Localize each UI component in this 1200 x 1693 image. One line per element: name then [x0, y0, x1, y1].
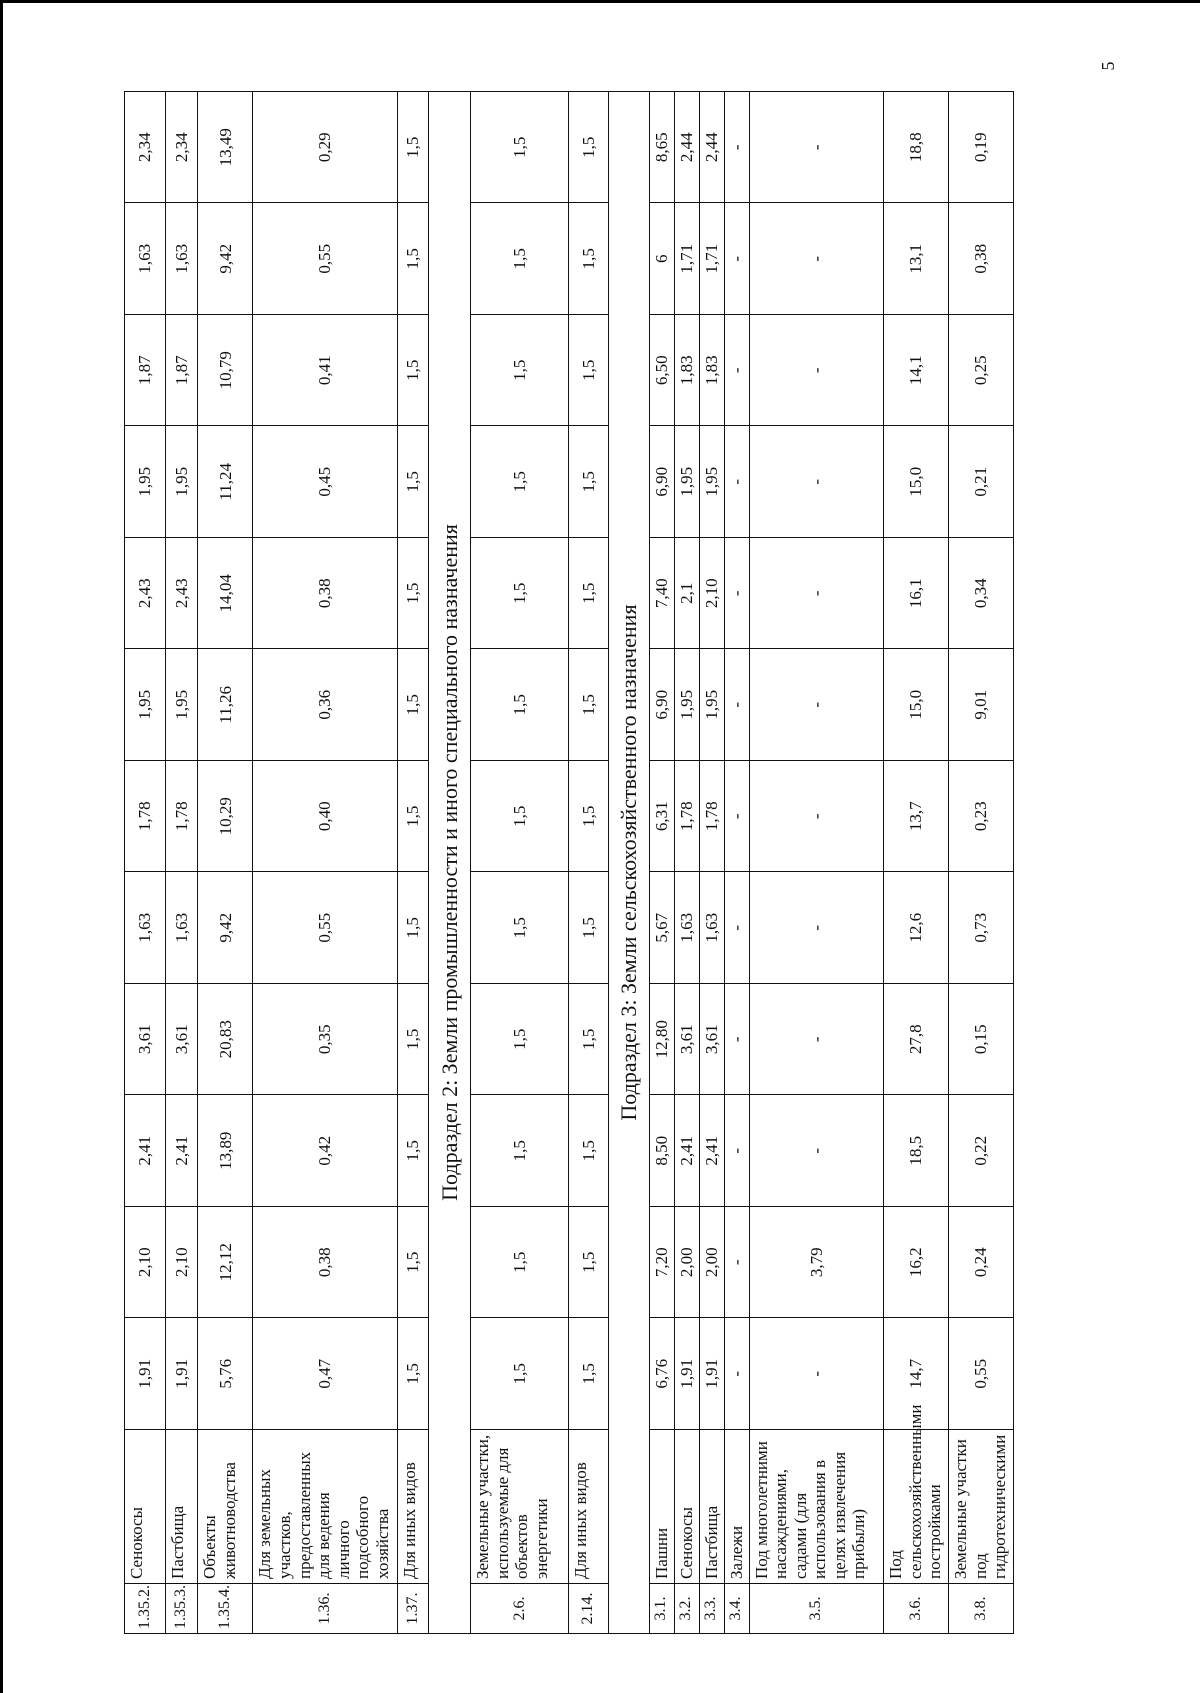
value-cell: - — [724, 92, 749, 204]
value-cell: 9,01 — [949, 649, 1014, 761]
value-cell: 3,61 — [674, 984, 699, 1096]
value-cell: 1,5 — [397, 872, 428, 984]
row-code: 2.6. — [471, 1584, 569, 1634]
value-cell: 14,1 — [884, 315, 949, 427]
table-row — [198, 92, 253, 1634]
row-name: Под многолетними насаждениями, садами (для использования в целях извлечения прибыли) — [749, 1430, 884, 1584]
value-cell: 12,80 — [649, 984, 674, 1096]
value-cell: 0,24 — [949, 1207, 1014, 1319]
row-name: Пашни — [649, 1430, 674, 1584]
value-cell: 1,91 — [125, 1318, 166, 1430]
value-cell: 3,79 — [749, 1207, 884, 1319]
value-cell: 0,41 — [253, 315, 398, 427]
row-name: Пастбища — [699, 1430, 724, 1584]
row-code: 3.5. — [749, 1584, 884, 1634]
value-cell: - — [724, 1095, 749, 1207]
value-cell: 18,5 — [884, 1095, 949, 1207]
value-cell: 2,41 — [125, 1095, 166, 1207]
table-row — [165, 92, 198, 1634]
value-cell: 0,21 — [949, 426, 1014, 538]
section-row — [608, 92, 649, 1634]
value-cell: - — [749, 203, 884, 315]
value-cell: 0,22 — [949, 1095, 1014, 1207]
value-cell: 0,55 — [253, 203, 398, 315]
rotated-table-container — [124, 92, 1014, 1634]
value-cell: 11,24 — [198, 426, 253, 538]
row-name: Пастбища — [165, 1430, 198, 1584]
value-cell: 1,5 — [569, 1095, 609, 1207]
value-cell: - — [749, 761, 884, 873]
value-cell: 1,95 — [125, 426, 166, 538]
value-cell: 1,63 — [125, 203, 166, 315]
value-cell: - — [724, 1318, 749, 1430]
value-cell: 1,5 — [471, 1207, 569, 1319]
value-cell: 8,65 — [649, 92, 674, 204]
value-cell: 1,5 — [471, 1095, 569, 1207]
coefficients-table — [124, 91, 1014, 1634]
value-cell: 2,43 — [165, 538, 198, 650]
value-cell: 2,10 — [165, 1207, 198, 1319]
value-cell: - — [749, 872, 884, 984]
value-cell: 2,41 — [674, 1095, 699, 1207]
value-cell: 1,5 — [569, 1207, 609, 1319]
value-cell: 0,73 — [949, 872, 1014, 984]
value-cell: 16,2 — [884, 1207, 949, 1319]
row-name: Земельные участки, используемые для объектов энергетики — [471, 1430, 569, 1584]
value-cell: 1,5 — [471, 649, 569, 761]
value-cell: 1,78 — [165, 761, 198, 873]
row-name: Для земельных участков, предоставленных для ведения личного подсобного хозяйства — [253, 1430, 398, 1584]
value-cell: 1,63 — [125, 872, 166, 984]
value-cell: 3,61 — [165, 984, 198, 1096]
value-cell: 6,31 — [649, 761, 674, 873]
value-cell: - — [724, 649, 749, 761]
value-cell: 0,55 — [253, 872, 398, 984]
row-code: 1.35.3. — [165, 1584, 198, 1634]
table-row — [471, 92, 569, 1634]
value-cell: 1,95 — [125, 649, 166, 761]
value-cell: 10,79 — [198, 315, 253, 427]
value-cell: 2,43 — [125, 538, 166, 650]
value-cell: 2,10 — [125, 1207, 166, 1319]
value-cell: 1,5 — [569, 426, 609, 538]
value-cell: 1,5 — [397, 1318, 428, 1430]
value-cell: 1,95 — [699, 649, 724, 761]
value-cell: 1,91 — [165, 1318, 198, 1430]
value-cell: 12,6 — [884, 872, 949, 984]
value-cell: 13,89 — [198, 1095, 253, 1207]
value-cell: 1,87 — [165, 315, 198, 427]
value-cell: 11,26 — [198, 649, 253, 761]
row-code: 1.36. — [253, 1584, 398, 1634]
value-cell: 5,76 — [198, 1318, 253, 1430]
value-cell: 14,7 — [884, 1318, 949, 1430]
table-row — [649, 92, 674, 1634]
value-cell: 2,34 — [125, 92, 166, 204]
row-code: 3.1. — [649, 1584, 674, 1634]
value-cell: - — [749, 649, 884, 761]
value-cell: 1,5 — [471, 1318, 569, 1430]
value-cell: 1,5 — [471, 538, 569, 650]
value-cell: 6,76 — [649, 1318, 674, 1430]
value-cell: 13,7 — [884, 761, 949, 873]
value-cell: 1,5 — [397, 1095, 428, 1207]
row-code: 1.35.2. — [125, 1584, 166, 1634]
value-cell: 1,78 — [125, 761, 166, 873]
value-cell: 1,78 — [699, 761, 724, 873]
value-cell: 1,5 — [569, 761, 609, 873]
page-number: 5 — [1097, 61, 1118, 71]
value-cell: 1,63 — [165, 203, 198, 315]
value-cell: 1,5 — [397, 92, 428, 204]
row-code: 3.2. — [674, 1584, 699, 1634]
value-cell: 7,40 — [649, 538, 674, 650]
value-cell: 6,50 — [649, 315, 674, 427]
value-cell: 1,63 — [674, 872, 699, 984]
value-cell: - — [724, 1207, 749, 1319]
section-title: Подраздел 3: Земли сельскохозяйственного назначения — [608, 92, 649, 1634]
value-cell: 2,00 — [699, 1207, 724, 1319]
value-cell: - — [724, 426, 749, 538]
value-cell: 1,5 — [397, 538, 428, 650]
table-row — [884, 92, 949, 1634]
value-cell: - — [724, 761, 749, 873]
row-code: 3.8. — [949, 1584, 1014, 1634]
value-cell: 6 — [649, 203, 674, 315]
table-row — [749, 92, 884, 1634]
value-cell: 0,29 — [253, 92, 398, 204]
value-cell: 1,91 — [674, 1318, 699, 1430]
value-cell: 1,5 — [569, 1318, 609, 1430]
value-cell: 1,78 — [674, 761, 699, 873]
table-row — [253, 92, 398, 1634]
table-row — [699, 92, 724, 1634]
value-cell: 1,5 — [569, 203, 609, 315]
value-cell: 0,19 — [949, 92, 1014, 204]
value-cell: 27,8 — [884, 984, 949, 1096]
value-cell: 1,5 — [397, 984, 428, 1096]
value-cell: 0,40 — [253, 761, 398, 873]
value-cell: 20,83 — [198, 984, 253, 1096]
row-name: Под сельскохозяйственными постройками — [884, 1430, 949, 1584]
value-cell: - — [724, 315, 749, 427]
value-cell: 1,5 — [397, 649, 428, 761]
value-cell: 14,04 — [198, 538, 253, 650]
row-name: Залежи — [724, 1430, 749, 1584]
value-cell: 1,95 — [674, 426, 699, 538]
value-cell: 1,63 — [165, 872, 198, 984]
value-cell: - — [724, 984, 749, 1096]
value-cell: 1,5 — [471, 984, 569, 1096]
value-cell: - — [749, 315, 884, 427]
table-row — [125, 92, 166, 1634]
value-cell: 9,42 — [198, 872, 253, 984]
value-cell: 1,83 — [699, 315, 724, 427]
row-code: 2.14. — [569, 1584, 609, 1634]
value-cell: 1,5 — [471, 761, 569, 873]
value-cell: 1,83 — [674, 315, 699, 427]
value-cell: - — [749, 538, 884, 650]
value-cell: 1,5 — [569, 649, 609, 761]
value-cell: 1,5 — [397, 426, 428, 538]
value-cell: - — [724, 538, 749, 650]
value-cell: 2,44 — [674, 92, 699, 204]
value-cell: - — [749, 92, 884, 204]
value-cell: 1,5 — [569, 538, 609, 650]
value-cell: - — [749, 1318, 884, 1430]
value-cell: 10,29 — [198, 761, 253, 873]
value-cell: 6,90 — [649, 649, 674, 761]
row-name: Сенокосы — [674, 1430, 699, 1584]
value-cell: 0,38 — [253, 1207, 398, 1319]
value-cell: 1,63 — [699, 872, 724, 984]
value-cell: 5,67 — [649, 872, 674, 984]
row-code: 3.4. — [724, 1584, 749, 1634]
value-cell: 2,41 — [165, 1095, 198, 1207]
value-cell: 1,5 — [569, 315, 609, 427]
value-cell: 1,5 — [569, 872, 609, 984]
value-cell: - — [749, 984, 884, 1096]
value-cell: 6,90 — [649, 426, 674, 538]
row-code: 3.3. — [699, 1584, 724, 1634]
row-code: 3.6. — [884, 1584, 949, 1634]
row-name: Для иных видов — [397, 1430, 428, 1584]
value-cell: 1,87 — [125, 315, 166, 427]
value-cell: 13,49 — [198, 92, 253, 204]
row-name: Объекты животноводства — [198, 1430, 253, 1584]
value-cell: 0,34 — [949, 538, 1014, 650]
value-cell: 9,42 — [198, 203, 253, 315]
value-cell: 1,5 — [569, 92, 609, 204]
value-cell: 1,95 — [699, 426, 724, 538]
value-cell: 2,44 — [699, 92, 724, 204]
row-code: 1.37. — [397, 1584, 428, 1634]
value-cell: 16,1 — [884, 538, 949, 650]
value-cell: 1,5 — [471, 426, 569, 538]
table-row — [397, 92, 428, 1634]
value-cell: - — [749, 426, 884, 538]
table-row — [949, 92, 1014, 1634]
value-cell: 0,38 — [949, 203, 1014, 315]
value-cell: 2,10 — [699, 538, 724, 650]
value-cell: - — [749, 1095, 884, 1207]
value-cell: 0,35 — [253, 984, 398, 1096]
section-row — [428, 92, 471, 1634]
table-row — [724, 92, 749, 1634]
value-cell: 7,20 — [649, 1207, 674, 1319]
value-cell: 12,12 — [198, 1207, 253, 1319]
value-cell: - — [724, 872, 749, 984]
value-cell: 1,71 — [674, 203, 699, 315]
value-cell: 13,1 — [884, 203, 949, 315]
value-cell: 0,47 — [253, 1318, 398, 1430]
value-cell: 1,95 — [165, 426, 198, 538]
value-cell: 1,5 — [397, 761, 428, 873]
value-cell: 0,36 — [253, 649, 398, 761]
value-cell: 1,91 — [699, 1318, 724, 1430]
value-cell: 15,0 — [884, 426, 949, 538]
value-cell: 0,55 — [949, 1318, 1014, 1430]
table-row — [674, 92, 699, 1634]
section-title: Подраздел 2: Земли промышленности и иного специального назначения — [428, 92, 471, 1634]
value-cell: 2,1 — [674, 538, 699, 650]
value-cell: - — [724, 203, 749, 315]
row-code: 1.35.4. — [198, 1584, 253, 1634]
value-cell: 0,38 — [253, 538, 398, 650]
value-cell: 0,23 — [949, 761, 1014, 873]
value-cell: 8,50 — [649, 1095, 674, 1207]
value-cell: 1,95 — [165, 649, 198, 761]
value-cell: 0,15 — [949, 984, 1014, 1096]
value-cell: 2,34 — [165, 92, 198, 204]
value-cell: 1,95 — [674, 649, 699, 761]
row-name: Сенокосы — [125, 1430, 166, 1584]
value-cell: 0,42 — [253, 1095, 398, 1207]
value-cell: 1,5 — [471, 92, 569, 204]
value-cell: 1,5 — [397, 203, 428, 315]
value-cell: 15,0 — [884, 649, 949, 761]
value-cell: 1,5 — [397, 1207, 428, 1319]
value-cell: 18,8 — [884, 92, 949, 204]
table-row — [569, 92, 609, 1634]
value-cell: 0,25 — [949, 315, 1014, 427]
value-cell: 3,61 — [699, 984, 724, 1096]
value-cell: 0,45 — [253, 426, 398, 538]
value-cell: 2,00 — [674, 1207, 699, 1319]
value-cell: 1,5 — [471, 872, 569, 984]
value-cell: 1,5 — [471, 315, 569, 427]
value-cell: 1,71 — [699, 203, 724, 315]
value-cell: 2,41 — [699, 1095, 724, 1207]
row-name: Для иных видов — [569, 1430, 609, 1584]
value-cell: 1,5 — [397, 315, 428, 427]
value-cell: 1,5 — [569, 984, 609, 1096]
value-cell: 1,5 — [471, 203, 569, 315]
value-cell: 3,61 — [125, 984, 166, 1096]
row-name: Земельные участки под гидротехническими — [949, 1430, 1014, 1584]
